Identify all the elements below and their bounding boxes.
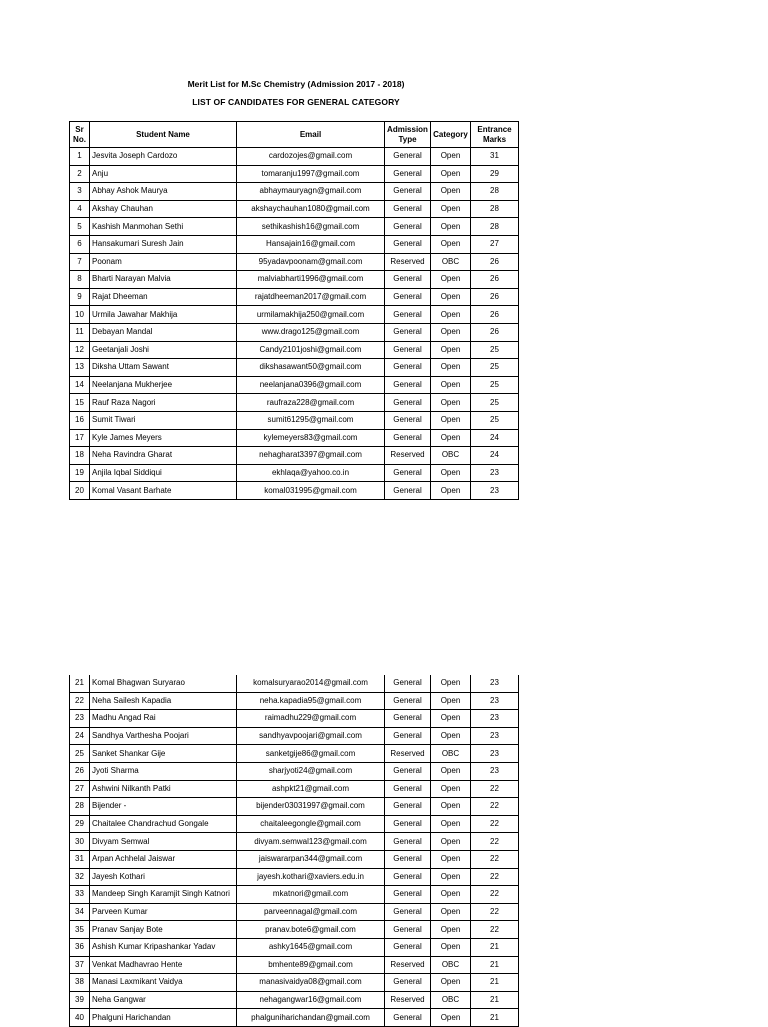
cell-entrance-marks: 28: [471, 200, 519, 218]
cell-category: Open: [431, 429, 471, 447]
cell-sr-no: 28: [70, 798, 90, 816]
cell-student-name: Neelanjana Mukherjee: [90, 376, 237, 394]
cell-sr-no: 27: [70, 780, 90, 798]
cell-email: nehagharat3397@gmail.com: [237, 447, 385, 465]
cell-sr-no: 8: [70, 271, 90, 289]
cell-entrance-marks: 21: [471, 1009, 519, 1027]
cell-student-name: Mandeep Singh Karamjit Singh Katnori: [90, 886, 237, 904]
document-subtitle: LIST OF CANDIDATES FOR GENERAL CATEGORY: [192, 97, 400, 107]
cell-sr-no: 16: [70, 411, 90, 429]
cell-category: Open: [431, 1009, 471, 1027]
cell-admission-type: General: [385, 200, 431, 218]
cell-category: Open: [431, 271, 471, 289]
cell-student-name: Rauf Raza Nagori: [90, 394, 237, 412]
table-row: [70, 411, 519, 429]
cell-entrance-marks: 22: [471, 903, 519, 921]
cell-sr-no: 3: [70, 183, 90, 201]
cell-category: Open: [431, 974, 471, 992]
cell-email: tomaranju1997@gmail.com: [237, 165, 385, 183]
table-row: [70, 780, 519, 798]
table-row: [70, 148, 519, 166]
header-student-name: Student Name: [90, 122, 237, 148]
cell-admission-type: General: [385, 762, 431, 780]
cell-entrance-marks: 22: [471, 921, 519, 939]
cell-email: neha.kapadia95@gmail.com: [237, 692, 385, 710]
cell-sr-no: 32: [70, 868, 90, 886]
cell-email: dikshasawant50@gmail.com: [237, 359, 385, 377]
cell-student-name: Neha Ravindra Gharat: [90, 447, 237, 465]
cell-email: ashky1645@gmail.com: [237, 938, 385, 956]
cell-admission-type: General: [385, 938, 431, 956]
cell-admission-type: General: [385, 411, 431, 429]
cell-admission-type: General: [385, 833, 431, 851]
cell-entrance-marks: 24: [471, 447, 519, 465]
cell-sr-no: 11: [70, 323, 90, 341]
cell-admission-type: Reserved: [385, 991, 431, 1009]
cell-student-name: Arpan Achhelal Jaiswar: [90, 850, 237, 868]
table-row: [70, 447, 519, 465]
cell-category: Open: [431, 376, 471, 394]
cell-email: urmilamakhija250@gmail.com: [237, 306, 385, 324]
cell-email: abhaymauryagn@gmail.com: [237, 183, 385, 201]
cell-entrance-marks: 21: [471, 956, 519, 974]
cell-student-name: Urmila Jawahar Makhija: [90, 306, 237, 324]
cell-entrance-marks: 26: [471, 288, 519, 306]
cell-entrance-marks: 26: [471, 253, 519, 271]
cell-email: Hansajain16@gmail.com: [237, 235, 385, 253]
cell-email: akshaychauhan1080@gmail.com: [237, 200, 385, 218]
cell-entrance-marks: 21: [471, 974, 519, 992]
cell-admission-type: General: [385, 850, 431, 868]
cell-email: mkatnori@gmail.com: [237, 886, 385, 904]
cell-admission-type: General: [385, 183, 431, 201]
cell-entrance-marks: 28: [471, 218, 519, 236]
table-row: [70, 394, 519, 412]
cell-student-name: Sanket Shankar Gije: [90, 745, 237, 763]
cell-admission-type: General: [385, 903, 431, 921]
table-row: [70, 183, 519, 201]
cell-admission-type: General: [385, 886, 431, 904]
cell-category: OBC: [431, 253, 471, 271]
table-row: [70, 306, 519, 324]
table-row: [70, 376, 519, 394]
cell-email: bmhente89@gmail.com: [237, 956, 385, 974]
cell-admission-type: General: [385, 288, 431, 306]
cell-admission-type: Reserved: [385, 745, 431, 763]
cell-email: pranav.bote6@gmail.com: [237, 921, 385, 939]
cell-sr-no: 26: [70, 762, 90, 780]
cell-student-name: Divyam Semwal: [90, 833, 237, 851]
cell-email: malviabharti1996@gmail.com: [237, 271, 385, 289]
cell-category: Open: [431, 165, 471, 183]
cell-email: raufraza228@gmail.com: [237, 394, 385, 412]
table-row: [70, 200, 519, 218]
cell-sr-no: 5: [70, 218, 90, 236]
cell-student-name: Venkat Madhavrao Hente: [90, 956, 237, 974]
cell-admission-type: General: [385, 921, 431, 939]
cell-student-name: Abhay Ashok Maurya: [90, 183, 237, 201]
cell-category: Open: [431, 235, 471, 253]
cell-email: chaitaleegongle@gmail.com: [237, 815, 385, 833]
cell-email: nehagangwar16@gmail.com: [237, 991, 385, 1009]
cell-sr-no: 35: [70, 921, 90, 939]
cell-sr-no: 14: [70, 376, 90, 394]
cell-sr-no: 15: [70, 394, 90, 412]
cell-sr-no: 7: [70, 253, 90, 271]
cell-category: Open: [431, 727, 471, 745]
table-row: [70, 833, 519, 851]
cell-email: raimadhu229@gmail.com: [237, 710, 385, 728]
cell-email: sandhyavpoojari@gmail.com: [237, 727, 385, 745]
cell-admission-type: General: [385, 306, 431, 324]
cell-student-name: Hansakumari Suresh Jain: [90, 235, 237, 253]
header-category: Category: [431, 122, 471, 148]
cell-email: jayesh.kothari@xaviers.edu.in: [237, 868, 385, 886]
cell-student-name: Komal Bhagwan Suryarao: [90, 675, 237, 692]
cell-student-name: Ashwini Nilkanth Patki: [90, 780, 237, 798]
cell-entrance-marks: 25: [471, 411, 519, 429]
cell-admission-type: Reserved: [385, 447, 431, 465]
table-row: [70, 974, 519, 992]
cell-entrance-marks: 22: [471, 886, 519, 904]
cell-category: Open: [431, 886, 471, 904]
cell-email: rajatdheeman2017@gmail.com: [237, 288, 385, 306]
cell-sr-no: 12: [70, 341, 90, 359]
cell-student-name: Jesvita Joseph Cardozo: [90, 148, 237, 166]
table-row: [70, 798, 519, 816]
cell-category: Open: [431, 359, 471, 377]
table-row: [70, 675, 519, 692]
cell-entrance-marks: 25: [471, 359, 519, 377]
cell-entrance-marks: 25: [471, 341, 519, 359]
cell-student-name: Pranav Sanjay Bote: [90, 921, 237, 939]
cell-admission-type: General: [385, 341, 431, 359]
cell-student-name: Chaitalee Chandrachud Gongale: [90, 815, 237, 833]
cell-sr-no: 39: [70, 991, 90, 1009]
cell-admission-type: General: [385, 692, 431, 710]
cell-email: parveennagal@gmail.com: [237, 903, 385, 921]
cell-entrance-marks: 22: [471, 815, 519, 833]
cell-admission-type: General: [385, 464, 431, 482]
cell-entrance-marks: 21: [471, 991, 519, 1009]
cell-admission-type: General: [385, 710, 431, 728]
cell-admission-type: General: [385, 235, 431, 253]
cell-student-name: Sumit Tiwari: [90, 411, 237, 429]
table-row: [70, 429, 519, 447]
cell-sr-no: 40: [70, 1009, 90, 1027]
cell-category: Open: [431, 815, 471, 833]
cell-admission-type: General: [385, 165, 431, 183]
cell-sr-no: 10: [70, 306, 90, 324]
cell-admission-type: General: [385, 798, 431, 816]
table-row: [70, 323, 519, 341]
cell-category: Open: [431, 850, 471, 868]
table-row: [70, 991, 519, 1009]
table-row: [70, 692, 519, 710]
cell-student-name: Komal Vasant Barhate: [90, 482, 237, 500]
cell-admission-type: Reserved: [385, 253, 431, 271]
table-row: [70, 886, 519, 904]
table-row: [70, 938, 519, 956]
cell-admission-type: Reserved: [385, 956, 431, 974]
cell-admission-type: General: [385, 429, 431, 447]
cell-sr-no: 19: [70, 464, 90, 482]
cell-entrance-marks: 22: [471, 798, 519, 816]
table-row: [70, 218, 519, 236]
cell-sr-no: 38: [70, 974, 90, 992]
cell-category: Open: [431, 288, 471, 306]
cell-email: 95yadavpoonam@gmail.com: [237, 253, 385, 271]
cell-entrance-marks: 22: [471, 868, 519, 886]
cell-admission-type: General: [385, 359, 431, 377]
header-entrance-marks: Entrance Marks: [471, 122, 519, 148]
cell-sr-no: 13: [70, 359, 90, 377]
cell-entrance-marks: 22: [471, 833, 519, 851]
cell-email: ashpkt21@gmail.com: [237, 780, 385, 798]
cell-admission-type: General: [385, 974, 431, 992]
cell-sr-no: 33: [70, 886, 90, 904]
cell-email: sumit61295@gmail.com: [237, 411, 385, 429]
table-row: [70, 921, 519, 939]
cell-category: OBC: [431, 956, 471, 974]
table-row: [70, 850, 519, 868]
cell-entrance-marks: 24: [471, 429, 519, 447]
cell-sr-no: 22: [70, 692, 90, 710]
cell-email: manasivaidya08@gmail.com: [237, 974, 385, 992]
cell-entrance-marks: 31: [471, 148, 519, 166]
cell-category: Open: [431, 938, 471, 956]
cell-student-name: Ashish Kumar Kripashankar Yadav: [90, 938, 237, 956]
cell-sr-no: 30: [70, 833, 90, 851]
cell-category: Open: [431, 710, 471, 728]
table-row: [70, 235, 519, 253]
cell-admission-type: General: [385, 780, 431, 798]
cell-student-name: Anjila Iqbal Siddiqui: [90, 464, 237, 482]
cell-category: Open: [431, 306, 471, 324]
cell-entrance-marks: 23: [471, 710, 519, 728]
cell-student-name: Diksha Uttam Sawant: [90, 359, 237, 377]
table-row: [70, 482, 519, 500]
cell-sr-no: 23: [70, 710, 90, 728]
cell-admission-type: General: [385, 868, 431, 886]
table-row: [70, 710, 519, 728]
table-row: [70, 815, 519, 833]
cell-category: Open: [431, 675, 471, 692]
table-row: [70, 341, 519, 359]
cell-sr-no: 6: [70, 235, 90, 253]
cell-student-name: Phalguni Harichandan: [90, 1009, 237, 1027]
cell-student-name: Manasi Laxmikant Vaidya: [90, 974, 237, 992]
table-row: [70, 762, 519, 780]
cell-email: sethikashish16@gmail.com: [237, 218, 385, 236]
cell-sr-no: 17: [70, 429, 90, 447]
cell-sr-no: 20: [70, 482, 90, 500]
cell-sr-no: 31: [70, 850, 90, 868]
cell-entrance-marks: 23: [471, 727, 519, 745]
cell-email: Candy2101joshi@gmail.com: [237, 341, 385, 359]
cell-student-name: Sandhya Varthesha Poojari: [90, 727, 237, 745]
table-row: [70, 271, 519, 289]
cell-category: Open: [431, 482, 471, 500]
cell-student-name: Parveen Kumar: [90, 903, 237, 921]
cell-student-name: Kyle James Meyers: [90, 429, 237, 447]
document-title: Merit List for M.Sc Chemistry (Admission 2017 - 2018): [187, 79, 405, 89]
table-row: [70, 253, 519, 271]
cell-entrance-marks: 23: [471, 745, 519, 763]
table-row: [70, 727, 519, 745]
table-row: [70, 464, 519, 482]
cell-entrance-marks: 27: [471, 235, 519, 253]
cell-sr-no: 36: [70, 938, 90, 956]
table-row: [70, 956, 519, 974]
cell-category: Open: [431, 868, 471, 886]
cell-entrance-marks: 23: [471, 675, 519, 692]
cell-entrance-marks: 23: [471, 762, 519, 780]
table-row: [70, 868, 519, 886]
cell-student-name: Anju: [90, 165, 237, 183]
cell-admission-type: General: [385, 271, 431, 289]
cell-entrance-marks: 22: [471, 850, 519, 868]
cell-sr-no: 34: [70, 903, 90, 921]
table-row: [70, 745, 519, 763]
cell-email: phalguniharichandan@gmail.com: [237, 1009, 385, 1027]
merit-table-page2: [69, 675, 519, 1027]
cell-admission-type: General: [385, 815, 431, 833]
cell-category: Open: [431, 323, 471, 341]
cell-entrance-marks: 26: [471, 271, 519, 289]
cell-category: OBC: [431, 991, 471, 1009]
cell-entrance-marks: 22: [471, 780, 519, 798]
cell-category: Open: [431, 692, 471, 710]
cell-category: Open: [431, 148, 471, 166]
cell-admission-type: General: [385, 218, 431, 236]
cell-entrance-marks: 21: [471, 938, 519, 956]
cell-sr-no: 18: [70, 447, 90, 465]
cell-sr-no: 25: [70, 745, 90, 763]
cell-admission-type: General: [385, 376, 431, 394]
cell-entrance-marks: 23: [471, 464, 519, 482]
cell-email: komal031995@gmail.com: [237, 482, 385, 500]
header-sr-no: Sr No.: [70, 122, 90, 148]
cell-student-name: Geetanjali Joshi: [90, 341, 237, 359]
cell-category: Open: [431, 464, 471, 482]
cell-sr-no: 4: [70, 200, 90, 218]
cell-student-name: Debayan Mandal: [90, 323, 237, 341]
cell-student-name: Poonam: [90, 253, 237, 271]
cell-student-name: Jayesh Kothari: [90, 868, 237, 886]
cell-category: Open: [431, 798, 471, 816]
table-row: [70, 903, 519, 921]
cell-category: OBC: [431, 745, 471, 763]
cell-email: divyam.semwal123@gmail.com: [237, 833, 385, 851]
cell-category: Open: [431, 921, 471, 939]
cell-student-name: Neha Sailesh Kapadia: [90, 692, 237, 710]
cell-category: Open: [431, 200, 471, 218]
table-row: [70, 288, 519, 306]
cell-category: Open: [431, 903, 471, 921]
cell-category: Open: [431, 833, 471, 851]
cell-category: Open: [431, 762, 471, 780]
cell-student-name: Bharti Narayan Malvia: [90, 271, 237, 289]
cell-email: bijender03031997@gmail.com: [237, 798, 385, 816]
cell-admission-type: General: [385, 727, 431, 745]
cell-sr-no: 21: [70, 675, 90, 692]
cell-student-name: Jyoti Sharma: [90, 762, 237, 780]
cell-entrance-marks: 26: [471, 306, 519, 324]
cell-category: Open: [431, 411, 471, 429]
cell-admission-type: General: [385, 1009, 431, 1027]
cell-admission-type: General: [385, 394, 431, 412]
cell-sr-no: 29: [70, 815, 90, 833]
cell-email: jaiswararpan344@gmail.com: [237, 850, 385, 868]
cell-email: kylemeyers83@gmail.com: [237, 429, 385, 447]
cell-sr-no: 2: [70, 165, 90, 183]
cell-email: sanketgije86@gmail.com: [237, 745, 385, 763]
cell-entrance-marks: 23: [471, 692, 519, 710]
cell-sr-no: 9: [70, 288, 90, 306]
cell-category: Open: [431, 394, 471, 412]
cell-email: komalsuryarao2014@gmail.com: [237, 675, 385, 692]
cell-admission-type: General: [385, 675, 431, 692]
merit-table-page1: [69, 121, 519, 500]
cell-entrance-marks: 23: [471, 482, 519, 500]
cell-entrance-marks: 26: [471, 323, 519, 341]
cell-sr-no: 37: [70, 956, 90, 974]
cell-student-name: Rajat Dheeman: [90, 288, 237, 306]
cell-entrance-marks: 28: [471, 183, 519, 201]
cell-email: www.drago125@gmail.com: [237, 323, 385, 341]
cell-student-name: Madhu Angad Rai: [90, 710, 237, 728]
cell-email: cardozojes@gmail.com: [237, 148, 385, 166]
cell-admission-type: General: [385, 323, 431, 341]
table-row: [70, 165, 519, 183]
table-header-row: [70, 122, 519, 148]
cell-student-name: Kashish Manmohan Sethi: [90, 218, 237, 236]
cell-category: Open: [431, 341, 471, 359]
header-admission-type: Admission Type: [385, 122, 431, 148]
table-row: [70, 359, 519, 377]
cell-email: ekhlaqa@yahoo.co.in: [237, 464, 385, 482]
header-email: Email: [237, 122, 385, 148]
cell-category: OBC: [431, 447, 471, 465]
cell-category: Open: [431, 780, 471, 798]
cell-entrance-marks: 25: [471, 376, 519, 394]
cell-email: neelanjana0396@gmail.com: [237, 376, 385, 394]
cell-student-name: Akshay Chauhan: [90, 200, 237, 218]
cell-student-name: Neha Gangwar: [90, 991, 237, 1009]
cell-entrance-marks: 29: [471, 165, 519, 183]
cell-sr-no: 1: [70, 148, 90, 166]
cell-category: Open: [431, 183, 471, 201]
cell-email: sharjyoti24@gmail.com: [237, 762, 385, 780]
cell-category: Open: [431, 218, 471, 236]
cell-admission-type: General: [385, 482, 431, 500]
cell-entrance-marks: 25: [471, 394, 519, 412]
cell-admission-type: General: [385, 148, 431, 166]
cell-sr-no: 24: [70, 727, 90, 745]
cell-student-name: Bijender -: [90, 798, 237, 816]
